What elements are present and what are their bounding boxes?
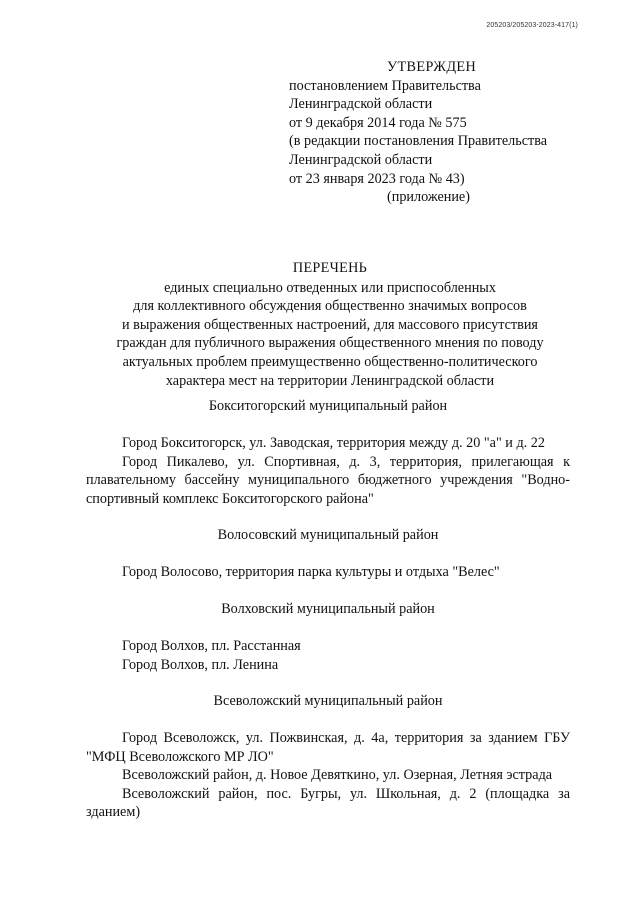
district-heading: Волховский муниципальный район — [221, 600, 435, 617]
document-title-block — [60, 259, 600, 390]
location-item: Город Волхов, пл. Расстанная — [122, 638, 301, 655]
approval-line: (в редакции постановления Правительства — [289, 133, 548, 150]
title-line: и выражения общественных настроений, для массового присутствия — [122, 316, 538, 333]
location-item: Всеволожский район, пос. Бугры, ул. Школьная, д. 2 (площадка за зданием) — [86, 785, 570, 821]
approval-line: от 23 января 2023 года № 43) — [289, 170, 465, 187]
location-item: Всеволожский район, д. Новое Девяткино, ул. Озерная, Летняя эстрада — [122, 767, 553, 784]
district-section — [86, 692, 570, 821]
location-item: Город Пикалево, ул. Спортивная, д. 3, территория, прилегающая к плавательному бассейну муниципального бюджетного учреждения "Водно-спортивный комплекс Бокситогорского района" — [86, 453, 570, 507]
district-section — [86, 397, 570, 508]
approval-line: постановлением Правительства — [289, 77, 481, 94]
approval-line: Ленинградской области — [289, 96, 433, 113]
location-item: Город Волхов, пл. Ленина — [122, 656, 279, 673]
approval-block — [289, 58, 589, 207]
approved-heading: УТВЕРЖДЕН — [387, 59, 477, 75]
appendix-note: (приложение) — [387, 189, 470, 206]
title-line: характера мест на территории Ленинградской области — [165, 372, 495, 389]
district-list — [86, 397, 570, 822]
district-heading: Всеволожский муниципальный район — [213, 693, 443, 710]
title-line: единых специально отведенных или приспособленных — [164, 279, 496, 296]
location-item: Город Всеволожск, ул. Пожвинская, д. 4а, территория за зданием ГБУ "МФЦ Всеволожского МР ЛО" — [86, 730, 570, 765]
title-line: актуальных проблем преимущественно общественно-политического — [122, 353, 538, 370]
district-heading: Волосовский муниципальный район — [217, 527, 439, 544]
approval-line: Ленинградской области — [289, 151, 433, 168]
title-line: для коллективного обсуждения общественно значимых вопросов — [133, 298, 527, 315]
approval-line: от 9 декабря 2014 года № 575 — [289, 114, 467, 131]
district-section — [86, 526, 570, 582]
location-item: Город Бокситогорск, ул. Заводская, территория между д. 20 "а" и д. 22 — [122, 435, 545, 452]
title-line: граждан для публичного выражения общественного мнения по поводу — [116, 335, 544, 352]
district-heading: Бокситогорский муниципальный район — [208, 398, 448, 414]
document-title: ПЕРЕЧЕНЬ — [292, 260, 368, 276]
district-section — [86, 600, 570, 674]
location-item: Город Волосово, территория парка культуры и отдыха "Велес" — [122, 564, 500, 581]
document-id: 205203/205203-2023-417(1) — [486, 22, 578, 29]
